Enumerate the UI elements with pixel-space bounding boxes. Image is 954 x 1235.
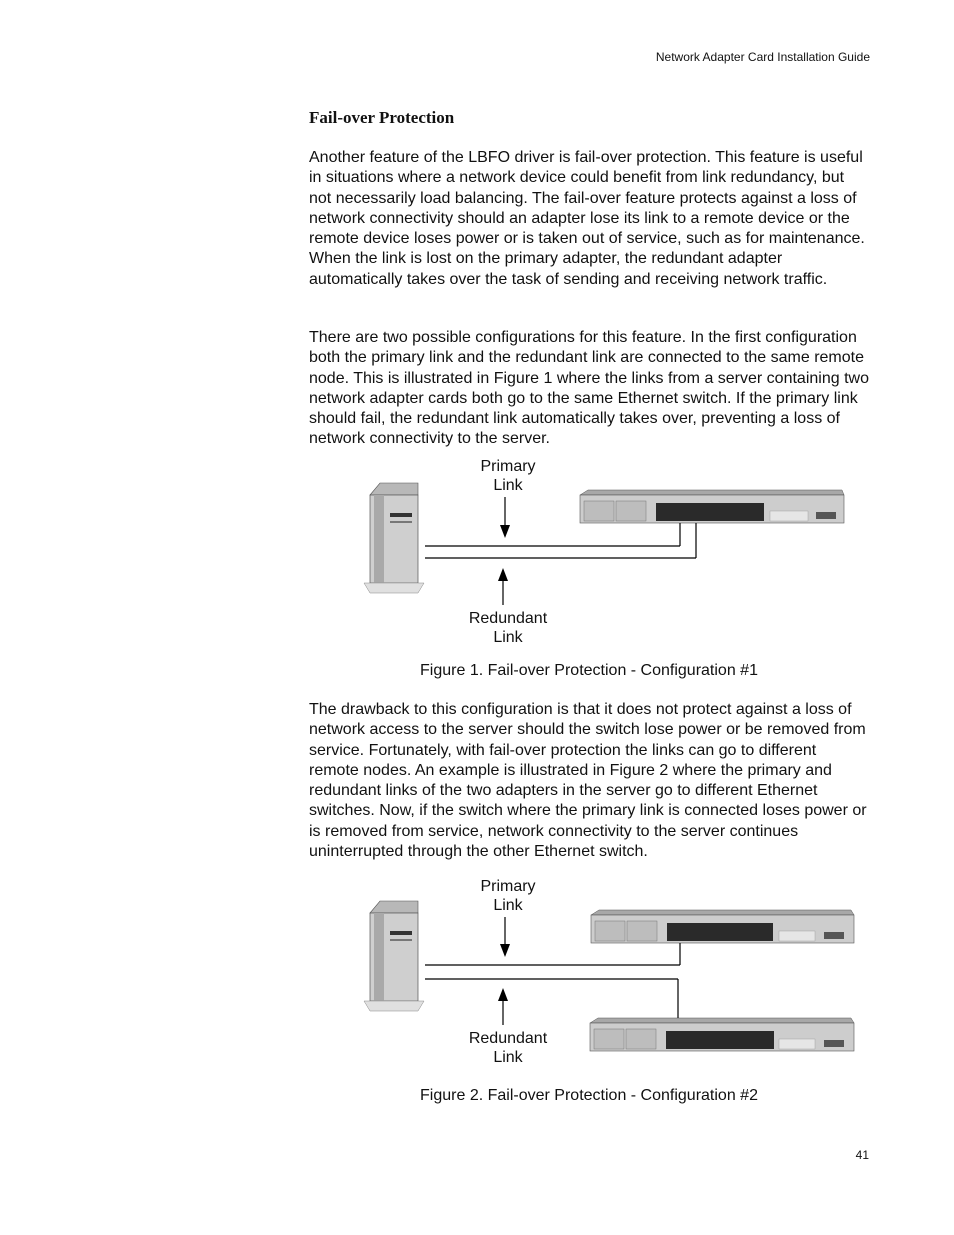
section-heading: Fail-over Protection [309,108,455,127]
paragraph-1: Another feature of the LBFO driver is fail-over protection. This feature is useful in situations where a network device could benefit from link redundancy, but not necessarily load balancing. The fail-over feature protects against a loss of network connectivity should an adapter lose its link to a remote device or the remote device loses power or is taken out of service, such as for maintenance. When the link is lost on the primary adapter, the redundant adapter automatically takes over the task of sending and receiving network traffic. [309,149,865,288]
figure-1-diagram [360,455,860,655]
server-icon [364,901,424,1011]
figure-1-caption: Figure 1. Fail-over Protection - Configuration #1 [420,662,758,679]
redundant-label-line-2: Link [493,628,523,646]
ethernet-switch-icon [590,1018,854,1051]
primary-label-line-1: Primary [480,878,536,895]
paragraph-3: The drawback to this configuration is that it does not protect against a loss of network access to the server should the switch lose power or be removed from service. Fortunately, with fail-over protection the links can go to different remote nodes. An example is illustrated in Figure 2 where the primary and redundant links of the two adapters in the server go to different Ethernet switches. Now, if the switch where the primary link is connected loses power or is removed from service, network connectivity to the server continues uninterrupted through the other Ethernet switch. [309,701,867,861]
paragraph-2: There are two possible configurations for this feature. In the first configuration both the primary link and the redundant link are connected to the same remote node. This is illustrated in Figure 1 where the links from a server containing two network adapter cards both go to the same Ethernet switch. If the primary link should fail, the redundant link automatically takes over, preventing a loss of network connectivity to the server. [309,329,869,448]
primary-label-line-2: Link [493,476,523,494]
redundant-label-line-1: Redundant [468,1030,548,1047]
ethernet-switch-icon [580,490,844,523]
redundant-label-line-2: Link [493,1048,523,1066]
figure-2 [360,875,860,1075]
figure-1 [360,455,860,655]
figure-2-caption: Figure 2. Fail-over Protection - Configuration #2 [420,1087,758,1104]
figure-2-diagram [360,875,860,1075]
server-icon [364,483,424,593]
primary-label-line-2: Link [493,896,523,914]
redundant-label-line-1: Redundant [468,610,548,627]
primary-label-line-1: Primary [480,458,536,475]
page-number: 41 [855,1148,869,1162]
running-header: Network Adapter Card Installation Guide [655,50,870,64]
ethernet-switch-icon [591,910,854,943]
